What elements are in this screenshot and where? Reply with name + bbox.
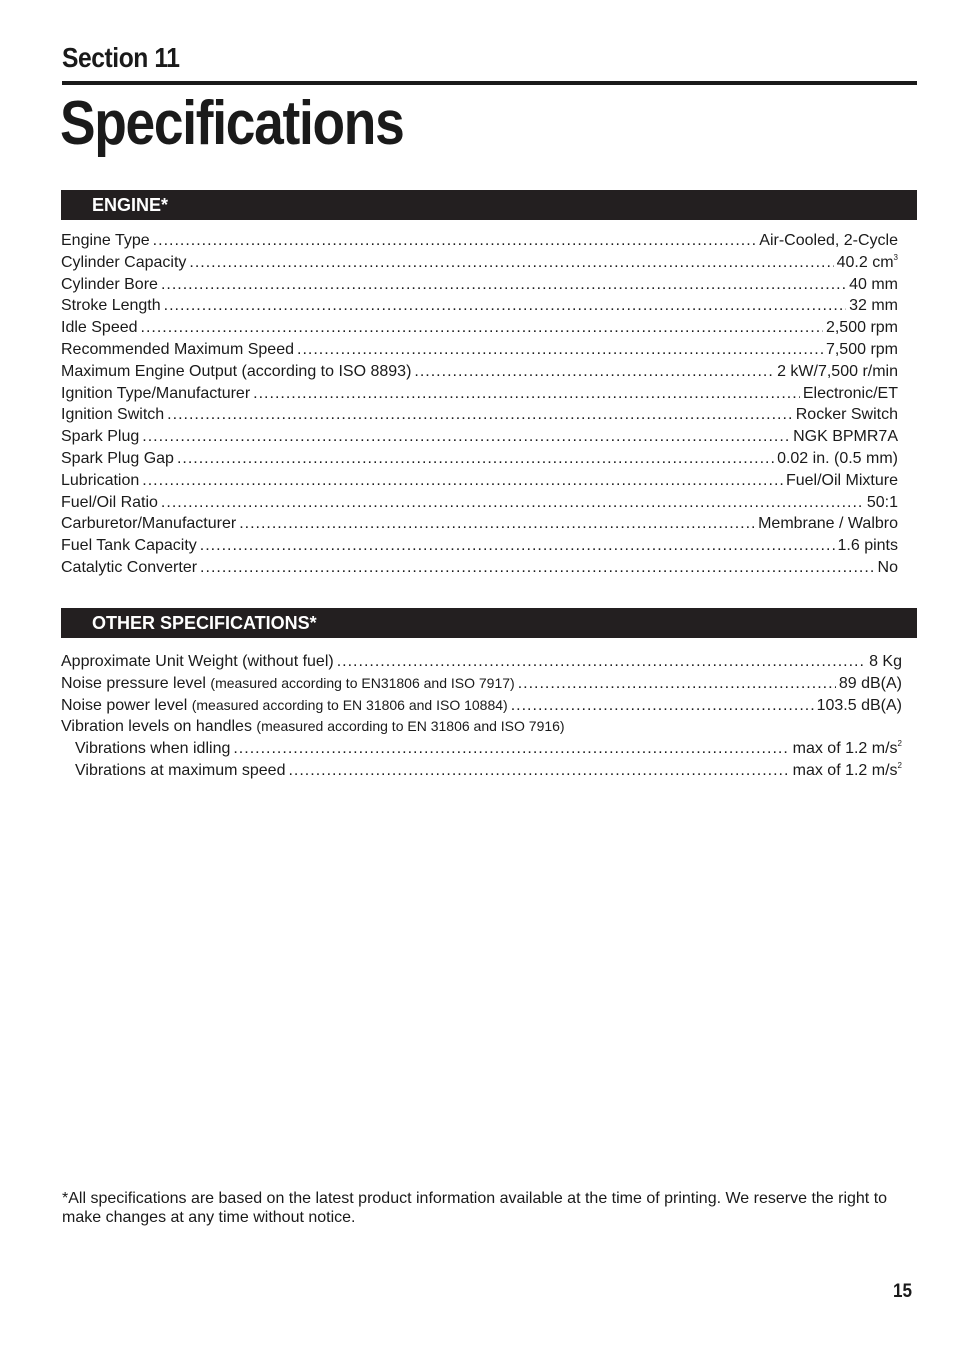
spec-value-text: Electronic/ET xyxy=(802,384,898,402)
spec-label: Noise pressure level xyxy=(61,674,206,692)
spec-row xyxy=(61,295,898,317)
other-spec-list xyxy=(61,651,902,782)
leader-dots xyxy=(253,383,800,405)
spec-label: Fuel/Oil Ratio xyxy=(61,493,158,511)
spec-value xyxy=(777,448,898,470)
spec-label: Idle Speed xyxy=(61,319,138,337)
spec-row-vibration-idle xyxy=(61,738,902,760)
spec-value-text: 2 kW/7,500 r/min xyxy=(777,362,898,380)
header-rule xyxy=(62,81,917,85)
spec-value-text: 0.02 in. (0.5 mm) xyxy=(777,449,898,467)
leader-dots xyxy=(511,695,814,717)
spec-value-text: 40.2 cm xyxy=(836,253,894,271)
spec-note: (measured according to EN31806 and ISO 7917) xyxy=(210,674,515,691)
spec-value-text: 7,500 rpm xyxy=(825,340,898,358)
spec-label: Recommended Maximum Speed xyxy=(61,340,294,358)
engine-spec-list xyxy=(61,230,898,579)
spec-note: (measured according to EN 31806 and ISO 7916) xyxy=(256,718,565,735)
spec-value-text: 32 mm xyxy=(849,297,898,315)
spec-value xyxy=(867,492,898,514)
spec-value xyxy=(837,252,898,274)
leader-dots xyxy=(161,274,846,296)
spec-row-vibration-heading xyxy=(61,716,902,738)
spec-row-unit-weight xyxy=(61,651,902,673)
spec-label: Vibrations at maximum speed xyxy=(75,761,286,779)
spec-row xyxy=(61,426,898,448)
spec-row xyxy=(61,492,898,514)
spec-value xyxy=(878,557,898,579)
spec-value-text: 40 mm xyxy=(849,275,898,293)
spec-value-text: Membrane / Walbro xyxy=(758,515,898,533)
spec-label: Vibrations when idling xyxy=(75,740,231,758)
spec-value xyxy=(793,738,902,760)
leader-dots xyxy=(518,673,836,695)
section-number: Section 11 xyxy=(62,42,180,73)
spec-label: Spark Plug xyxy=(61,428,140,446)
leader-dots xyxy=(239,513,755,535)
spec-label: Catalytic Converter xyxy=(61,558,198,576)
spec-value xyxy=(826,339,898,361)
spec-value xyxy=(826,317,898,339)
spec-row-noise-pressure xyxy=(61,673,902,695)
superscript: 2 xyxy=(897,739,902,749)
spec-value: 89 dB(A) xyxy=(838,674,902,692)
spec-value-text: NGK BPMR7A xyxy=(793,428,898,446)
spec-row xyxy=(61,535,898,557)
spec-label: Cylinder Capacity xyxy=(61,253,187,271)
leader-dots xyxy=(200,557,875,579)
spec-value xyxy=(786,470,898,492)
spec-value xyxy=(793,426,898,448)
spec-row xyxy=(61,448,898,470)
spec-value xyxy=(759,230,898,252)
spec-label: Approximate Unit Weight (without fuel) xyxy=(61,653,334,670)
spec-row xyxy=(61,274,898,296)
leader-dots xyxy=(167,404,793,426)
leader-dots xyxy=(177,448,774,470)
leader-dots xyxy=(337,651,866,673)
spec-value-text: max of 1.2 m/s xyxy=(792,740,898,758)
spec-value: 8 Kg xyxy=(869,653,902,670)
leader-dots xyxy=(189,252,833,274)
page-title: Specifications xyxy=(60,89,404,158)
spec-row xyxy=(61,361,898,383)
spec-row xyxy=(61,404,898,426)
spec-label: Engine Type xyxy=(61,232,150,249)
spec-row xyxy=(61,252,898,274)
engine-section-header: ENGINE* xyxy=(61,190,917,220)
spec-value xyxy=(793,760,902,782)
leader-dots xyxy=(164,295,846,317)
superscript: 3 xyxy=(893,252,898,262)
leader-dots xyxy=(161,492,864,514)
spec-value-text: Rocker Switch xyxy=(795,406,898,424)
spec-label: Spark Plug Gap xyxy=(61,449,174,467)
footnote: *All specifications are based on the latest product information available at the time of printing. We reserve the right to make changes at any time without notice. xyxy=(62,1190,888,1226)
spec-value-text: Air-Cooled, 2-Cycle xyxy=(759,232,898,249)
spec-value xyxy=(849,274,898,296)
leader-dots xyxy=(200,535,835,557)
spec-value-text: Fuel/Oil Mixture xyxy=(785,471,898,489)
spec-value-text: No xyxy=(877,558,898,576)
leader-dots xyxy=(414,361,774,383)
page-number: 15 xyxy=(893,1281,913,1302)
leader-dots xyxy=(141,317,823,339)
spec-value xyxy=(777,361,898,383)
spec-row xyxy=(61,317,898,339)
spec-row xyxy=(61,339,898,361)
spec-label: Stroke Length xyxy=(61,297,161,315)
leader-dots xyxy=(288,760,789,782)
leader-dots xyxy=(142,426,790,448)
spec-row xyxy=(61,470,898,492)
leader-dots xyxy=(142,470,783,492)
spec-label: Noise power level xyxy=(61,696,188,714)
spec-note: (measured according to EN 31806 and ISO 10884) xyxy=(191,696,508,713)
spec-value-text: 1.6 pints xyxy=(837,537,898,555)
spec-value xyxy=(758,513,898,535)
spec-row xyxy=(61,230,898,252)
spec-row-vibration-max xyxy=(61,760,902,782)
spec-value xyxy=(838,535,898,557)
other-specs-section-header: OTHER SPECIFICATIONS* xyxy=(61,608,917,638)
spec-value xyxy=(849,295,898,317)
leader-dots xyxy=(153,230,757,252)
spec-value-text: 2,500 rpm xyxy=(825,319,898,337)
spec-label: Ignition Switch xyxy=(61,406,165,424)
spec-value xyxy=(796,404,898,426)
spec-row xyxy=(61,383,898,405)
spec-value xyxy=(803,383,898,405)
spec-value-text: 50:1 xyxy=(866,493,898,511)
superscript: 2 xyxy=(897,760,902,770)
spec-row xyxy=(61,513,898,535)
spec-label: Carburetor/Manufacturer xyxy=(61,515,237,533)
spec-label: Fuel Tank Capacity xyxy=(61,537,197,555)
spec-value-text: max of 1.2 m/s xyxy=(792,761,898,779)
spec-label: Vibration levels on handles xyxy=(61,718,252,736)
spec-row-noise-power xyxy=(61,695,902,717)
spec-row xyxy=(61,557,898,579)
spec-label: Maximum Engine Output (according to ISO 8893) xyxy=(61,362,412,380)
spec-label: Ignition Type/Manufacturer xyxy=(61,384,251,402)
leader-dots xyxy=(297,339,823,361)
spec-label: Cylinder Bore xyxy=(61,275,158,293)
leader-dots xyxy=(233,738,789,760)
spec-label: Lubrication xyxy=(61,471,140,489)
spec-value: 103.5 dB(A) xyxy=(816,696,902,714)
